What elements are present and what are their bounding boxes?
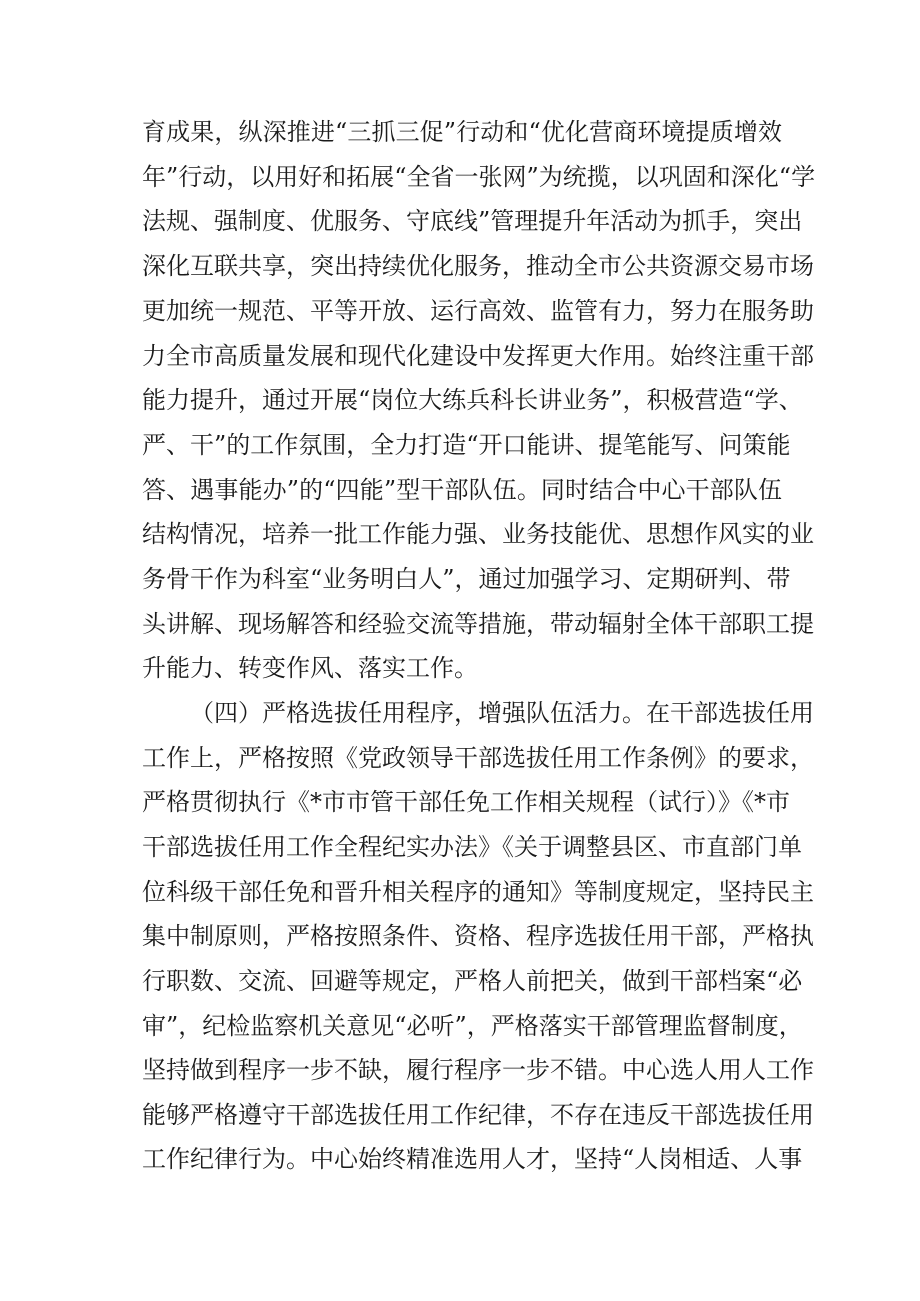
text-line: 更加统一规范、平等开放、运行高效、监管有力，努力在服务助	[142, 297, 814, 325]
text-line: 务骨干作为科室“业务明白人”，通过加强学习、定期研判、带	[142, 565, 791, 593]
text-line: 力全市高质量发展和现代化建设中发挥更大作用。始终注重干部	[142, 342, 814, 370]
text-line: 育成果，纵深推进“三抓三促”行动和“优化营商环境提质增效	[142, 118, 782, 146]
text-line: 能够严格遵守干部选拔任用工作纪律，不存在违反干部选拔任用	[142, 1101, 814, 1129]
text-line: 严、干”的工作氛围，全力打造“开口能讲、提笔能写、问策能	[142, 431, 791, 459]
text-line: 年”行动，以用好和拓展“全省一张网”为统揽，以巩固和深化“学	[142, 163, 816, 191]
text-line: 行职数、交流、回避等规定，严格人前把关，做到干部档案“必	[142, 967, 803, 995]
section-heading-line: （四）严格选拔任用程序，增强队伍活力。在干部选拔任用	[190, 699, 814, 727]
text-line: 审”，纪检监察机关意见“必听”，严格落实干部管理监督制度，	[142, 1012, 803, 1040]
text-line: 深化互联共享，突出持续优化服务，推动全市公共资源交易市场	[142, 252, 814, 280]
text-line: 法规、强制度、优服务、守底线”管理提升年活动为抓手，突出	[142, 207, 803, 235]
text-line: 结构情况，培养一批工作能力强、业务技能优、思想作风实的业	[142, 520, 814, 548]
text-line: 干部选拔任用工作全程纪实办法》《关于调整县区、市直部门单	[142, 833, 802, 861]
text-line: 工作纪律行为。中心始终精准选用人才，坚持“人岗相适、人事	[142, 1145, 803, 1173]
text-line: 工作上，严格按照《党政领导干部选拔任用工作条例》的要求，	[142, 744, 814, 772]
text-line: 能力提升，通过开展“岗位大练兵科长讲业务”，积极营造“学、	[142, 386, 803, 414]
text-line: 头讲解、现场解答和经验交流等措施，带动辐射全体干部职工提	[142, 610, 814, 638]
text-line: 答、遇事能办”的“四能”型干部队伍。同时结合中心干部队伍	[142, 476, 782, 504]
text-line: 位科级干部任免和晋升相关程序的通知》等制度规定，坚持民主	[142, 878, 814, 906]
text-line: 坚持做到程序一步不缺，履行程序一步不错。中心选人用人工作	[142, 1056, 814, 1084]
text-line: 升能力、转变作风、落实工作。	[142, 654, 478, 682]
text-line: 严格贯彻执行《*市市管干部任免工作相关规程（试行）》《*市	[142, 788, 790, 816]
text-line: 集中制原则，严格按照条件、资格、程序选拔任用干部，严格执	[142, 922, 814, 950]
